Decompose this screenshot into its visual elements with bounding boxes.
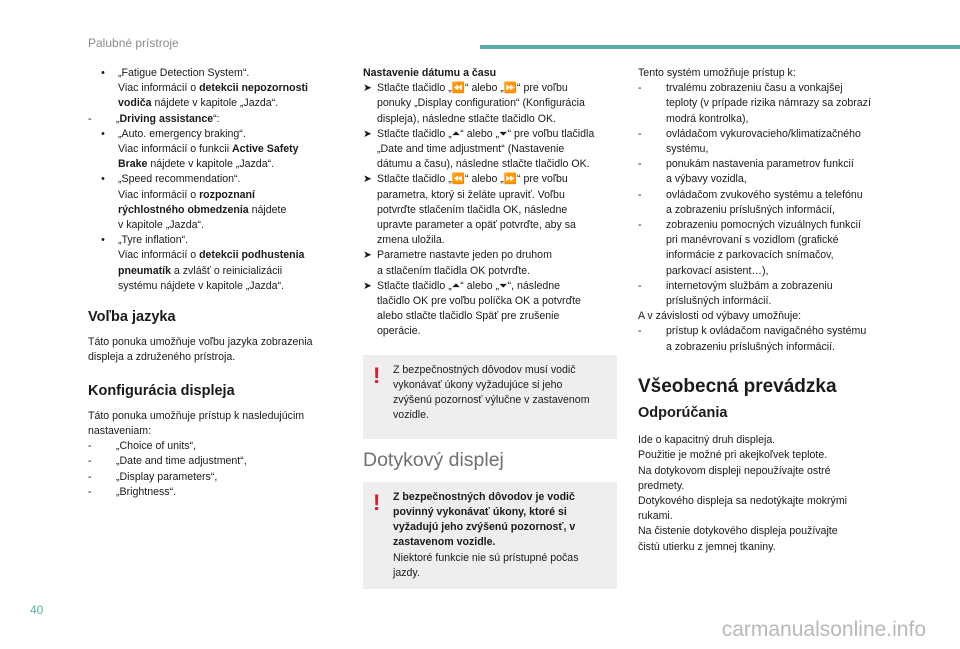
warning-exclamation-icon: ! xyxy=(373,362,381,388)
list-item: - trvalému zobrazeniu času a vonkajšej teploty (v prípade rizika námrazy sa zobrazí modrá kontrolka), xyxy=(638,82,871,125)
warning-box-safety: ! Z bezpečnostných dôvodov musí vodič vykonávať úkony vyžadujúce si jeho zvýšenú pozornosť výlučne v zastavenom vozidle. xyxy=(363,355,617,439)
header-accent-bar xyxy=(480,45,960,49)
column-middle xyxy=(363,66,617,589)
list-item: - zobrazeniu pomocných vizuálnych funkcií pri manévrovaní s vozidlom (grafické informácie z parkovacích snímačov, parkovací asistent…), xyxy=(638,219,861,277)
step-item: ➤ Stlačte tlačidlo „⏪“ alebo „⏩“ pre voľbu parametra, ktorý si želáte upraviť. Voľbu potvrďte stlačením tlačidla OK, následne upravte parameter a opäť potvrďte, aby sa zmena uložila. xyxy=(363,172,617,248)
list-item: - ovládačom vykurovacieho/klimatizačného systému, xyxy=(638,127,861,156)
steps-list xyxy=(363,81,617,339)
step-item: ➤ Stlačte tlačidlo „⏶“ alebo „⏷“, následne tlačidlo OK pre voľbu políčka OK a potvrďte alebo stlačte tlačidlo Späť pre zrušenie operácie. xyxy=(363,279,617,340)
equipment-text: A v závislosti od výbavy umožňuje: xyxy=(638,310,802,323)
step-item: ➤ Stlačte tlačidlo „⏪“ alebo „⏩“ pre voľbu ponuky „Display configuration“ (Konfigurácia displeja), následne stlačte tlačidlo OK. xyxy=(363,81,617,127)
warning-box-driving: ! Z bezpečnostných dôvodov je vodič povinný vykonávať úkony, ktoré si vyžadujú jeho zvýšenú pozornosť, v zastavenom vozidle. Niektoré funkcie nie sú prístupné počas jazdy. xyxy=(363,482,617,589)
list-item: - „Brightness“. xyxy=(88,485,177,498)
page-number: 40 xyxy=(30,603,44,617)
list-item-driving-assistance: - „Driving assistance“: xyxy=(88,112,220,125)
language-text: Táto ponuka umožňuje voľbu jazyka zobrazenia displeja a združeného prístroja. xyxy=(88,336,313,364)
config-list xyxy=(88,439,350,500)
heading-general-operation: Všeobecná prevádzka xyxy=(638,375,837,397)
arrow-icon: ➤ xyxy=(363,279,372,292)
heading-display-config: Konfigurácia displeja xyxy=(88,382,235,399)
intro-text: Tento systém umožňuje prístup k: xyxy=(638,67,796,79)
recommendations-text: Ide o kapacitný druh displeja. Použitie je možné pri akejkoľvek teplote. Na dotykovom displeji nepoužívajte ostré predmety. Dotykového displeja sa nedotýkajte mokrými rukami. Na čistenie dotykového displeja používajte čistú utierku z jemnej tkaniny. xyxy=(638,434,848,553)
list-item: - prístup k ovládačom navigačného systému a zobrazeniu príslušných informácií. xyxy=(638,325,867,353)
list-item-speed-recommendation: • „Speed recommendation“. Viac informácií o rozpoznaní rýchlostného obmedzenia nájdete v kapitole „Jazda“. xyxy=(101,173,287,232)
heading-date-time: Nastavenie dátumu a času xyxy=(363,67,497,79)
arrow-icon: ➤ xyxy=(363,82,372,95)
display-config-text: Táto ponuka umožňuje prístup k nasledujúcim nastaveniam: xyxy=(88,409,305,438)
section-title: Palubné prístroje xyxy=(88,36,179,50)
arrow-icon: ➤ xyxy=(363,127,372,140)
heading-touch-display: Dotykový displej xyxy=(363,448,504,471)
column-left xyxy=(88,66,350,500)
watermark: carmanualsonline.info xyxy=(721,618,926,641)
step-item: ➤ Parametre nastavte jeden po druhom a stlačením tlačidla OK potvrďte. xyxy=(363,248,617,278)
list-item: - „Date and time adjustment“, xyxy=(88,455,247,468)
list-item-fatigue: • „Fatigue Detection System“. Viac informácií o detekcii nepozornosti vodiča nájdete v kapitole „Jazda“. xyxy=(101,67,308,110)
column-right xyxy=(638,66,900,555)
step-item: ➤ Stlačte tlačidlo „⏶“ alebo „⏷“ pre voľbu tlačidla „Date and time adjustment“ (Nastavenie dátumu a času), následne stlačte tlačidlo OK. xyxy=(363,127,617,173)
list-item-tyre-inflation: • „Tyre inflation“. Viac informácií o detekcii podhustenia pneumatík a zvlášť o reinicializácii systému nájdete v kapitole „Jazda“. xyxy=(101,234,305,292)
list-item: - internetovým službám a zobrazeniu príslušných informácií. xyxy=(638,279,833,308)
list-item: - „Display parameters“, xyxy=(88,470,218,483)
list-item: - „Choice of units“, xyxy=(88,440,197,453)
heading-recommendations: Odporúčania xyxy=(638,405,728,422)
warning-exclamation-icon: ! xyxy=(373,489,381,515)
list-item: - ponukám nastavenia parametrov funkcií a výbavy vozidla, xyxy=(638,158,854,186)
arrow-icon: ➤ xyxy=(363,249,372,262)
features-list xyxy=(638,81,900,309)
arrow-icon: ➤ xyxy=(363,173,372,186)
list-item-emergency-braking: • „Auto. emergency braking“. Viac informácií o funkcii Active Safety Brake nájdete v kapitole „Jazda“. xyxy=(101,127,299,171)
heading-language: Voľba jazyka xyxy=(88,309,176,326)
list-item: - ovládačom zvukového systému a telefónu a zobrazeniu príslušných informácií, xyxy=(638,188,863,216)
